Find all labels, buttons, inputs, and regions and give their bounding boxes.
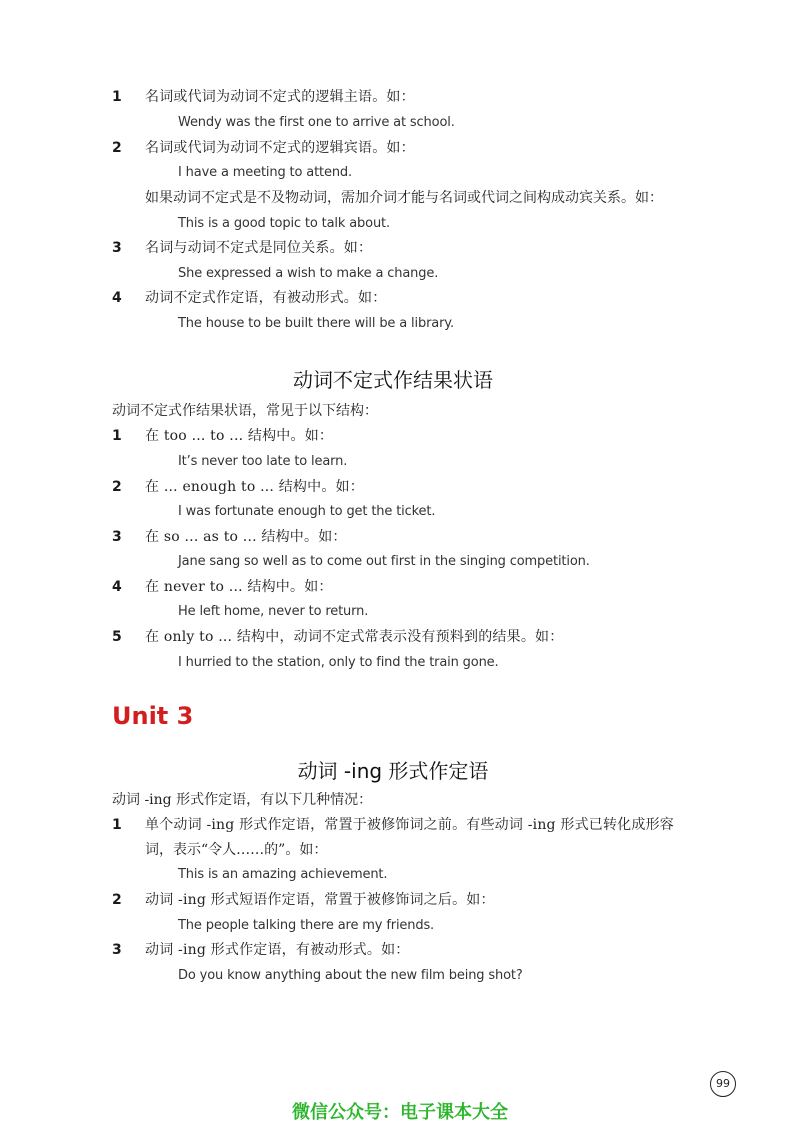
item-text: 在 never to ... 结构中。如： xyxy=(145,579,333,595)
list-item xyxy=(112,577,333,597)
item-number: 1 xyxy=(112,817,122,833)
list-item xyxy=(112,426,333,446)
item-number: 2 xyxy=(112,140,122,156)
item-number: 3 xyxy=(112,942,122,958)
item-number: 4 xyxy=(112,290,122,306)
example-sentence: I was fortunate enough to get the ticket. xyxy=(178,504,436,519)
item-number: 3 xyxy=(112,529,122,545)
item-text: 在 so ... as to ... 结构中。如： xyxy=(145,529,347,545)
item-note: 如果动词不定式是不及物动词，需加介词才能与名词或代词之间构成动宾关系。如： xyxy=(145,190,663,206)
example-sentence: The people talking there are my friends. xyxy=(178,918,435,933)
page-number: 99 xyxy=(710,1071,736,1097)
unit-title: Unit 3 xyxy=(112,702,194,730)
list-item xyxy=(112,527,347,547)
item-text: 在 ... enough to ... 结构中。如： xyxy=(145,479,364,495)
item-text: 名词或代词为动词不定式的逻辑宾语。如： xyxy=(145,140,415,156)
section-heading: 动词 -ing 形式作定语 xyxy=(297,759,489,783)
example-sentence: Do you know anything about the new film being shot? xyxy=(178,968,523,983)
list-item xyxy=(112,815,674,835)
example-sentence: He left home, never to return. xyxy=(178,604,369,619)
item-text: 在 only to ... 结构中，动词不定式常表示没有预料到的结果。如： xyxy=(145,629,564,645)
item-text: 动词不定式作定语，有被动形式。如： xyxy=(145,290,387,306)
item-text: 在 too ... to ... 结构中。如： xyxy=(145,428,334,444)
list-item xyxy=(112,87,415,107)
item-text: 名词与动词不定式是同位关系。如： xyxy=(145,240,373,256)
item-number: 3 xyxy=(112,240,122,256)
example-sentence: I have a meeting to attend. xyxy=(178,165,353,180)
item-number: 2 xyxy=(112,892,122,908)
section-heading: 动词不定式作结果状语 xyxy=(293,368,493,392)
item-text: 动词 -ing 形式短语作定语，常置于被修饰词之后。如： xyxy=(145,892,495,908)
list-item xyxy=(112,627,563,647)
example-sentence: It’s never too late to learn. xyxy=(178,454,348,469)
example-sentence: Jane sang so well as to come out first in the singing competition. xyxy=(178,554,590,569)
list-item xyxy=(112,477,364,497)
list-item xyxy=(112,138,415,158)
item-text: 动词 -ing 形式作定语，有被动形式。如： xyxy=(145,942,410,958)
item-text: 单个动词 -ing 形式作定语，常置于被修饰词之前。有些动词 -ing 形式已转化成形容 xyxy=(145,817,674,833)
example-sentence: The house to be built there will be a library. xyxy=(178,316,454,331)
list-item xyxy=(112,890,495,910)
list-item xyxy=(112,238,372,258)
example-sentence: This is a good topic to talk about. xyxy=(178,216,390,231)
example-sentence: I hurried to the station, only to find the train gone. xyxy=(178,655,499,670)
item-number: 4 xyxy=(112,579,122,595)
watermark: 微信公众号：电子课本大全 xyxy=(292,1102,508,1123)
item-number: 5 xyxy=(112,629,122,645)
item-number: 1 xyxy=(112,89,122,105)
item-text-continued: 词，表示“令人……的”。如： xyxy=(145,842,328,858)
item-text: 名词或代词为动词不定式的逻辑主语。如： xyxy=(145,89,415,105)
item-number: 2 xyxy=(112,479,122,495)
section-intro: 动词不定式作结果状语，常见于以下结构： xyxy=(112,403,378,419)
item-number: 1 xyxy=(112,428,122,444)
list-item xyxy=(112,940,410,960)
list-item xyxy=(112,288,386,308)
example-sentence: She expressed a wish to make a change. xyxy=(178,266,439,281)
section-intro: 动词 -ing 形式作定语，有以下几种情况： xyxy=(112,792,373,808)
example-sentence: This is an amazing achievement. xyxy=(178,867,388,882)
example-sentence: Wendy was the first one to arrive at school. xyxy=(178,115,455,130)
